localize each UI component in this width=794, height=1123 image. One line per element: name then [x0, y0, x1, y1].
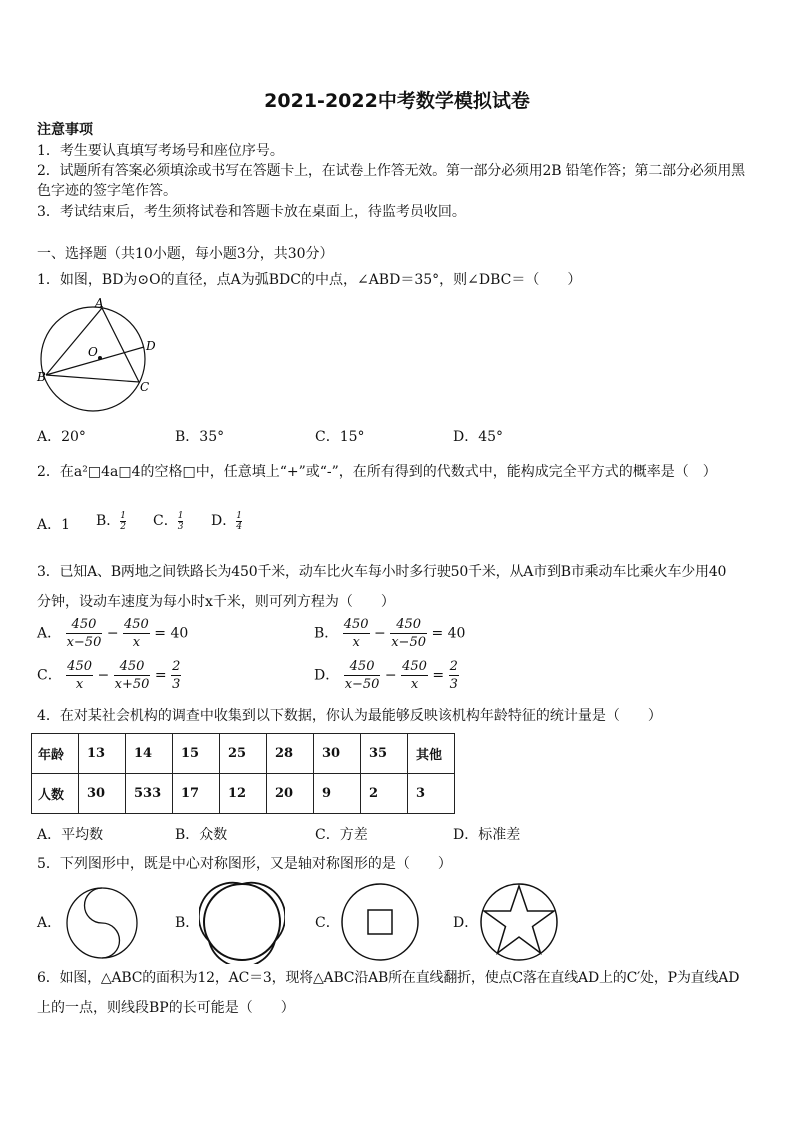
label-b: B — [37, 370, 46, 384]
table-cell: 28 — [267, 734, 314, 774]
q4-option-c: C．方差 — [315, 827, 368, 843]
label-o: O — [88, 345, 98, 359]
label-a: A — [95, 296, 104, 310]
label-d: D — [146, 339, 156, 353]
q4-option-a: A．平均数 — [37, 827, 104, 843]
table-cell: 14 — [126, 734, 173, 774]
table-row — [32, 734, 455, 774]
age-table — [31, 733, 455, 814]
question-6-stem: 6．如图，△ABC的面积为12，AC＝3，现将△ABC沿AB所在直线翻折，使点C落在直线AD上的C′处，P为直线AD — [37, 970, 740, 986]
notice-item: 色字迹的签字笔作答。 — [37, 183, 177, 199]
table-cell: 533 — [126, 774, 173, 814]
q4-option-d: D．标准差 — [453, 827, 521, 843]
question-3-stem-2: 分钟，设动车速度为每小时x千米，则可列方程为（ ） — [37, 594, 395, 610]
q3-option-d: D． $\frac{450}{x-50}$ − $\frac{450}{x}$ = $\frac{2}{3}$ — [314, 659, 458, 692]
table-cell: 人数 — [32, 774, 79, 814]
page-title: 2021-2022中考数学模拟试卷 — [264, 90, 530, 112]
notice-item: 1．考生要认真填写考场号和座位序号。 — [37, 143, 284, 159]
label-c: C — [140, 380, 150, 394]
notice-heading: 注意事项 — [37, 122, 93, 138]
q2-option-c: C． $\frac{1}{3}$ — [153, 510, 184, 532]
table-cell: 35 — [361, 734, 408, 774]
q2-option-b: B． $\frac{1}{2}$ — [96, 510, 127, 532]
q5-option-b: B． — [175, 915, 200, 931]
q2-option-a: A．1 — [37, 517, 71, 533]
table-cell: 12 — [220, 774, 267, 814]
table-cell: 3 — [408, 774, 455, 814]
q5-option-c: C． — [315, 915, 340, 931]
q3-option-b: B． $\frac{450}{x}$ − $\frac{450}{x-50}$ = 40 — [314, 617, 466, 650]
q3-option-a: A． $\frac{450}{x-50}$ − $\frac{450}{x}$ = 40 — [37, 617, 189, 650]
notice-item: 2．试题所有答案必须填涂或书写在答题卡上，在试卷上作答无效。第一部分必须用2B 铅笔作答；第二部分必须用黑 — [37, 163, 745, 179]
coin-figure — [338, 880, 422, 964]
circle-figure — [36, 292, 166, 417]
table-cell: 25 — [220, 734, 267, 774]
table-cell: 其他 — [408, 734, 455, 774]
table-cell: 13 — [79, 734, 126, 774]
question-5-stem: 5．下列图形中，既是中心对称图形，又是轴对称图形的是（ ） — [37, 856, 452, 872]
question-6-stem-2: 上的一点，则线段BP的长可能是（ ） — [37, 1000, 295, 1016]
yin-yang-figure — [64, 885, 140, 961]
q5-option-d: D． — [453, 915, 479, 931]
q4-option-b: B．众数 — [175, 827, 228, 843]
question-1-stem: 1．如图，BD为⊙O的直径，点A为弧BDC的中点，∠ABD＝35°，则∠DBC＝（ ） — [37, 272, 582, 288]
table-row — [32, 774, 455, 814]
question-2-stem: 2．在a²□4a□4的空格□中，任意填上“+”或“-”，在所有得到的代数式中，能构成完全平方式的概率是（ ） — [37, 464, 717, 480]
table-cell: 30 — [314, 734, 361, 774]
table-cell: 30 — [79, 774, 126, 814]
q3-option-c: C． $\frac{450}{x}$ − $\frac{450}{x+50}$ = $\frac{2}{3}$ — [37, 659, 181, 692]
q1-option-c: C．15° — [315, 429, 365, 445]
three-arcs-figure — [199, 880, 285, 964]
q1-option-d: D．45° — [453, 429, 504, 445]
table-cell: 15 — [173, 734, 220, 774]
table-cell: 9 — [314, 774, 361, 814]
q2-option-d: D． $\frac{1}{4}$ — [211, 510, 242, 532]
q1-option-b: B．35° — [175, 429, 225, 445]
star-figure — [477, 880, 561, 964]
table-cell: 年龄 — [32, 734, 79, 774]
notice-item: 3．考试结束后，考生须将试卷和答题卡放在桌面上，待监考员收回。 — [37, 204, 466, 220]
q1-option-a: A．20° — [37, 429, 86, 445]
question-4-stem: 4．在对某社会机构的调查中收集到以下数据，你认为最能够反映该机构年龄特征的统计量是（ ） — [37, 708, 662, 724]
section-heading: 一、选择题（共10小题，每小题3分，共30分） — [37, 246, 334, 262]
q5-option-a: A． — [37, 915, 62, 931]
table-cell: 20 — [267, 774, 314, 814]
question-3-stem: 3．已知A、B两地之间铁路长为450千米，动车比火车每小时多行驶50千米，从A市到B市乘动车比乘火车少用40 — [37, 564, 727, 580]
table-cell: 17 — [173, 774, 220, 814]
table-cell: 2 — [361, 774, 408, 814]
